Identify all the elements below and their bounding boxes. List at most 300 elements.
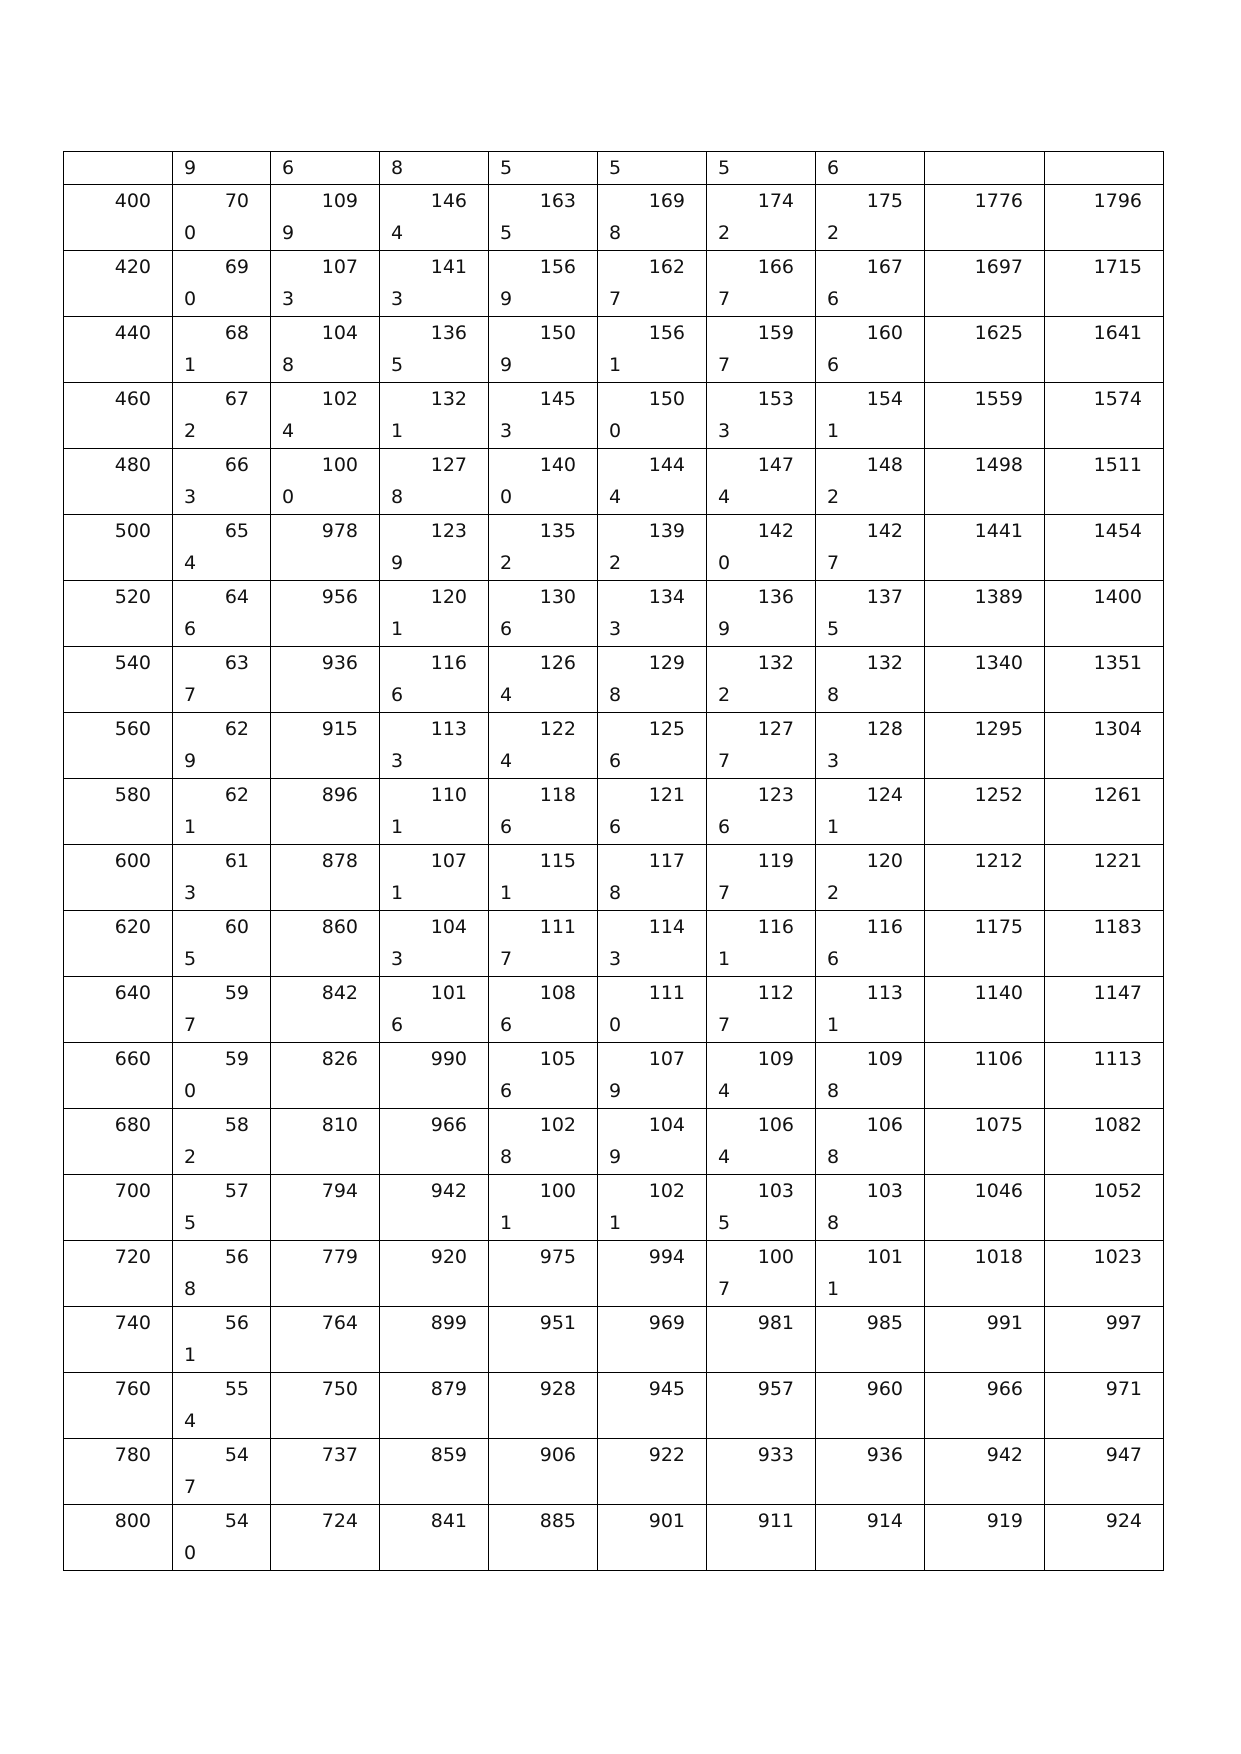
table-cell — [380, 1307, 489, 1373]
cell-value: 975 — [539, 1246, 576, 1268]
cell-value: 128 — [866, 718, 903, 740]
cell-value: 991 — [986, 1312, 1023, 1334]
row-header-cell — [64, 1307, 173, 1373]
table-cell — [707, 185, 816, 251]
cell-value: 56 — [224, 1246, 249, 1268]
table-cell — [598, 713, 707, 779]
cell-value: 899 — [430, 1312, 467, 1334]
cell-value: 5 — [609, 157, 622, 179]
table-cell — [925, 1109, 1045, 1175]
cell-value: 122 — [539, 718, 576, 740]
cell-value-wrap: 1 — [609, 1212, 622, 1234]
cell-value-wrap: 9 — [718, 618, 731, 640]
cell-value: 1113 — [1093, 1048, 1142, 1070]
cell-value: 115 — [539, 850, 576, 872]
cell-value: 928 — [539, 1378, 576, 1400]
table-cell — [489, 779, 598, 845]
table-cell — [1045, 581, 1164, 647]
cell-value: 922 — [648, 1444, 685, 1466]
cell-value: 136 — [757, 586, 794, 608]
table-cell — [489, 845, 598, 911]
cell-value-wrap: 8 — [500, 1146, 513, 1168]
cell-value: 1351 — [1093, 652, 1142, 674]
table-cell — [707, 1439, 816, 1505]
cell-value-wrap: 4 — [718, 1080, 731, 1102]
cell-value-wrap: 7 — [718, 1278, 731, 1300]
cell-value-wrap: 1 — [609, 354, 622, 376]
cell-value: 146 — [430, 190, 467, 212]
table-cell — [925, 1505, 1045, 1571]
cell-value-wrap: 1 — [391, 618, 404, 640]
cell-value: 134 — [648, 586, 685, 608]
cell-value: 760 — [114, 1378, 151, 1400]
table-cell — [598, 1043, 707, 1109]
cell-value: 978 — [321, 520, 358, 542]
cell-value: 148 — [866, 454, 903, 476]
table-cell — [816, 911, 925, 977]
table-cell — [707, 779, 816, 845]
cell-value: 1454 — [1093, 520, 1142, 542]
table-cell — [380, 713, 489, 779]
cell-value: 124 — [866, 784, 903, 806]
table-cell — [816, 1241, 925, 1307]
table-row — [64, 581, 1164, 647]
cell-value: 127 — [757, 718, 794, 740]
cell-value: 764 — [321, 1312, 358, 1334]
cell-value: 159 — [757, 322, 794, 344]
table-row — [64, 1175, 1164, 1241]
table-cell — [925, 383, 1045, 449]
cell-value-wrap: 9 — [391, 552, 404, 574]
table-cell — [925, 1373, 1045, 1439]
table-cell — [173, 1043, 271, 1109]
cell-value: 8 — [391, 157, 404, 179]
table-cell — [1045, 977, 1164, 1043]
table-cell — [816, 779, 925, 845]
table-cell — [707, 383, 816, 449]
cell-value: 100 — [757, 1246, 794, 1268]
cell-value: 66 — [224, 454, 249, 476]
cell-value-wrap: 8 — [827, 1080, 840, 1102]
table-cell — [925, 581, 1045, 647]
cell-value-wrap: 4 — [391, 222, 404, 244]
cell-value: 120 — [430, 586, 467, 608]
table-cell — [489, 1307, 598, 1373]
table-cell — [489, 1241, 598, 1307]
table-cell — [707, 251, 816, 317]
table-cell — [598, 1373, 707, 1439]
table-cell — [598, 449, 707, 515]
cell-value: 994 — [648, 1246, 685, 1268]
table-cell — [489, 317, 598, 383]
table-cell — [1045, 1241, 1164, 1307]
row-header-cell — [64, 449, 173, 515]
table-cell — [816, 845, 925, 911]
cell-value: 62 — [224, 718, 249, 740]
cell-value: 102 — [539, 1114, 576, 1136]
cell-value: 147 — [757, 454, 794, 476]
cell-value-wrap: 1 — [827, 1278, 840, 1300]
cell-value: 111 — [539, 916, 576, 938]
table-cell — [925, 977, 1045, 1043]
cell-value-wrap: 8 — [609, 222, 622, 244]
cell-value-wrap: 7 — [184, 1014, 197, 1036]
table-cell — [1045, 317, 1164, 383]
cell-value: 104 — [430, 916, 467, 938]
table-cell — [380, 779, 489, 845]
cell-value-wrap: 1 — [184, 1344, 197, 1366]
table-cell — [598, 383, 707, 449]
cell-value: 156 — [539, 256, 576, 278]
row-header-cell — [64, 251, 173, 317]
table-cell — [816, 317, 925, 383]
cell-value-wrap: 2 — [184, 1146, 197, 1168]
table-cell — [925, 845, 1045, 911]
table-cell — [925, 152, 1045, 185]
table-row — [64, 1307, 1164, 1373]
table-row — [64, 383, 1164, 449]
cell-value: 500 — [114, 520, 151, 542]
table-cell — [1045, 152, 1164, 185]
table-cell — [380, 383, 489, 449]
table-cell — [816, 1307, 925, 1373]
cell-value-wrap: 6 — [827, 354, 840, 376]
table-cell — [380, 1373, 489, 1439]
cell-value: 896 — [321, 784, 358, 806]
cell-value: 901 — [648, 1510, 685, 1532]
table-cell — [489, 449, 598, 515]
cell-value: 1046 — [974, 1180, 1023, 1202]
cell-value: 107 — [430, 850, 467, 872]
table-cell — [380, 581, 489, 647]
table-cell — [271, 1373, 380, 1439]
cell-value: 68 — [224, 322, 249, 344]
table-cell — [380, 1109, 489, 1175]
table-cell — [1045, 185, 1164, 251]
cell-value-wrap: 0 — [609, 420, 622, 442]
table-cell — [816, 1175, 925, 1241]
table-cell — [1045, 515, 1164, 581]
cell-value: 400 — [114, 190, 151, 212]
table-cell — [598, 779, 707, 845]
cell-value: 103 — [757, 1180, 794, 1202]
table-cell — [1045, 449, 1164, 515]
cell-value-wrap: 1 — [827, 816, 840, 838]
table-cell — [271, 845, 380, 911]
cell-value: 150 — [539, 322, 576, 344]
table-cell — [1045, 911, 1164, 977]
table-cell — [816, 1109, 925, 1175]
cell-value: 879 — [430, 1378, 467, 1400]
cell-value: 660 — [114, 1048, 151, 1070]
table-cell — [925, 779, 1045, 845]
table-cell — [1045, 845, 1164, 911]
cell-value: 1140 — [974, 982, 1023, 1004]
cell-value-wrap: 7 — [184, 1476, 197, 1498]
cell-value: 6 — [282, 157, 295, 179]
table-cell — [1045, 251, 1164, 317]
table-cell — [173, 1505, 271, 1571]
table-row — [64, 977, 1164, 1043]
cell-value: 985 — [866, 1312, 903, 1334]
table-cell — [707, 911, 816, 977]
cell-value: 145 — [539, 388, 576, 410]
table-cell — [489, 251, 598, 317]
table-cell — [489, 1109, 598, 1175]
cell-value: 154 — [866, 388, 903, 410]
cell-value: 116 — [430, 652, 467, 674]
table-cell — [380, 845, 489, 911]
cell-value: 100 — [321, 454, 358, 476]
table-cell — [380, 251, 489, 317]
cell-value: 123 — [430, 520, 467, 542]
table-cell — [64, 152, 173, 185]
table-row — [64, 713, 1164, 779]
cell-value-wrap: 3 — [500, 420, 513, 442]
cell-value: 951 — [539, 1312, 576, 1334]
cell-value: 160 — [866, 322, 903, 344]
cell-value: 129 — [648, 652, 685, 674]
table-cell — [707, 449, 816, 515]
table-cell — [173, 713, 271, 779]
table-cell — [598, 581, 707, 647]
table-cell — [489, 977, 598, 1043]
cell-value-wrap: 1 — [184, 816, 197, 838]
table-cell — [1045, 1043, 1164, 1109]
table-cell — [380, 317, 489, 383]
table-row — [64, 1043, 1164, 1109]
row-header-cell — [64, 1241, 173, 1307]
cell-value-wrap: 8 — [609, 882, 622, 904]
cell-value: 169 — [648, 190, 685, 212]
cell-value: 102 — [648, 1180, 685, 1202]
cell-value: 1018 — [974, 1246, 1023, 1268]
cell-value-wrap: 0 — [184, 1542, 197, 1564]
table-cell — [598, 152, 707, 185]
table-cell — [489, 515, 598, 581]
table-cell — [380, 1043, 489, 1109]
cell-value: 150 — [648, 388, 685, 410]
cell-value: 1221 — [1093, 850, 1142, 872]
row-header-cell — [64, 317, 173, 383]
cell-value-wrap: 1 — [184, 354, 197, 376]
cell-value-wrap: 5 — [500, 222, 513, 244]
table-cell — [816, 152, 925, 185]
cell-value: 841 — [430, 1510, 467, 1532]
cell-value: 5 — [500, 157, 513, 179]
table-cell — [1045, 1505, 1164, 1571]
table-cell — [271, 515, 380, 581]
table-row — [64, 515, 1164, 581]
table-row — [64, 152, 1164, 185]
cell-value-wrap: 8 — [827, 1212, 840, 1234]
cell-value: 842 — [321, 982, 358, 1004]
cell-value-wrap: 4 — [184, 1410, 197, 1432]
cell-value-wrap: 8 — [609, 684, 622, 706]
cell-value: 947 — [1105, 1444, 1142, 1466]
table-cell — [489, 581, 598, 647]
table-row — [64, 185, 1164, 251]
cell-value: 111 — [648, 982, 685, 1004]
table-cell — [271, 647, 380, 713]
cell-value-wrap: 9 — [282, 222, 295, 244]
cell-value: 109 — [321, 190, 358, 212]
table-cell — [489, 185, 598, 251]
table-cell — [816, 977, 925, 1043]
cell-value: 960 — [866, 1378, 903, 1400]
cell-value: 1175 — [974, 916, 1023, 938]
table-cell — [925, 1307, 1045, 1373]
cell-value: 132 — [430, 388, 467, 410]
table-cell — [707, 581, 816, 647]
cell-value: 1304 — [1093, 718, 1142, 740]
cell-value: 740 — [114, 1312, 151, 1334]
cell-value: 54 — [224, 1444, 249, 1466]
cell-value: 440 — [114, 322, 151, 344]
cell-value: 139 — [648, 520, 685, 542]
table-cell — [598, 317, 707, 383]
table-cell — [173, 317, 271, 383]
table-cell — [271, 977, 380, 1043]
table-cell — [816, 449, 925, 515]
cell-value: 580 — [114, 784, 151, 806]
cell-value: 942 — [986, 1444, 1023, 1466]
table-cell — [1045, 1307, 1164, 1373]
cell-value: 113 — [866, 982, 903, 1004]
table-cell — [816, 1043, 925, 1109]
table-cell — [1045, 1109, 1164, 1175]
cell-value: 70 — [224, 190, 249, 212]
cell-value: 794 — [321, 1180, 358, 1202]
cell-value: 1183 — [1093, 916, 1142, 938]
cell-value: 1147 — [1093, 982, 1142, 1004]
cell-value: 175 — [866, 190, 903, 212]
cell-value: 1075 — [974, 1114, 1023, 1136]
cell-value: 118 — [539, 784, 576, 806]
table-cell — [271, 1505, 380, 1571]
cell-value-wrap: 4 — [500, 750, 513, 772]
table-cell — [707, 1175, 816, 1241]
cell-value: 132 — [866, 652, 903, 674]
table-cell — [816, 383, 925, 449]
table-cell — [598, 911, 707, 977]
cell-value-wrap: 7 — [609, 288, 622, 310]
cell-value: 1082 — [1093, 1114, 1142, 1136]
table-cell — [173, 911, 271, 977]
table-cell — [816, 1439, 925, 1505]
cell-value: 919 — [986, 1510, 1023, 1532]
table-cell — [925, 1241, 1045, 1307]
cell-value: 5 — [718, 157, 731, 179]
cell-value: 1796 — [1093, 190, 1142, 212]
table-cell — [598, 845, 707, 911]
cell-value-wrap: 0 — [184, 1080, 197, 1102]
cell-value: 1106 — [974, 1048, 1023, 1070]
cell-value: 153 — [757, 388, 794, 410]
cell-value: 116 — [757, 916, 794, 938]
table-cell — [598, 1505, 707, 1571]
cell-value: 933 — [757, 1444, 794, 1466]
cell-value: 420 — [114, 256, 151, 278]
table-cell — [271, 713, 380, 779]
table-cell — [707, 1373, 816, 1439]
cell-value: 58 — [224, 1114, 249, 1136]
cell-value: 520 — [114, 586, 151, 608]
row-header-cell — [64, 647, 173, 713]
table-cell — [380, 1241, 489, 1307]
table-cell — [173, 1175, 271, 1241]
table-cell — [380, 449, 489, 515]
cell-value: 57 — [224, 1180, 249, 1202]
table-cell — [173, 383, 271, 449]
cell-value: 920 — [430, 1246, 467, 1268]
cell-value: 127 — [430, 454, 467, 476]
cell-value-wrap: 6 — [391, 684, 404, 706]
cell-value: 100 — [539, 1180, 576, 1202]
cell-value: 163 — [539, 190, 576, 212]
table-row — [64, 1241, 1164, 1307]
table-cell — [489, 1043, 598, 1109]
cell-value-wrap: 8 — [282, 354, 295, 376]
row-header-cell — [64, 1043, 173, 1109]
cell-value-wrap: 9 — [609, 1146, 622, 1168]
table-row — [64, 317, 1164, 383]
cell-value: 125 — [648, 718, 685, 740]
cell-value: 620 — [114, 916, 151, 938]
cell-value-wrap: 8 — [827, 684, 840, 706]
cell-value-wrap: 6 — [827, 288, 840, 310]
row-header-cell — [64, 581, 173, 647]
cell-value: 800 — [114, 1510, 151, 1532]
cell-value-wrap: 3 — [609, 618, 622, 640]
cell-value: 1511 — [1093, 454, 1142, 476]
table-cell — [598, 1241, 707, 1307]
table-cell — [598, 977, 707, 1043]
table-cell — [816, 515, 925, 581]
data-table — [63, 151, 1164, 1571]
table-cell — [173, 152, 271, 185]
cell-value: 966 — [986, 1378, 1023, 1400]
cell-value: 144 — [648, 454, 685, 476]
cell-value-wrap: 4 — [282, 420, 295, 442]
table-cell — [380, 152, 489, 185]
table-cell — [173, 251, 271, 317]
cell-value: 117 — [648, 850, 685, 872]
table-cell — [271, 779, 380, 845]
table-row — [64, 251, 1164, 317]
cell-value: 56 — [224, 1312, 249, 1334]
cell-value: 130 — [539, 586, 576, 608]
table-cell — [380, 1505, 489, 1571]
cell-value-wrap: 9 — [500, 354, 513, 376]
table-row — [64, 449, 1164, 515]
cell-value: 720 — [114, 1246, 151, 1268]
cell-value: 156 — [648, 322, 685, 344]
cell-value-wrap: 4 — [609, 486, 622, 508]
cell-value-wrap: 3 — [391, 288, 404, 310]
cell-value-wrap: 9 — [500, 288, 513, 310]
cell-value-wrap: 1 — [500, 882, 513, 904]
table-cell — [925, 449, 1045, 515]
cell-value-wrap: 5 — [827, 618, 840, 640]
cell-value: 137 — [866, 586, 903, 608]
cell-value-wrap: 7 — [718, 288, 731, 310]
table-cell — [816, 1373, 925, 1439]
cell-value: 116 — [866, 916, 903, 938]
table-cell — [271, 317, 380, 383]
table-cell — [816, 185, 925, 251]
cell-value: 971 — [1105, 1378, 1142, 1400]
